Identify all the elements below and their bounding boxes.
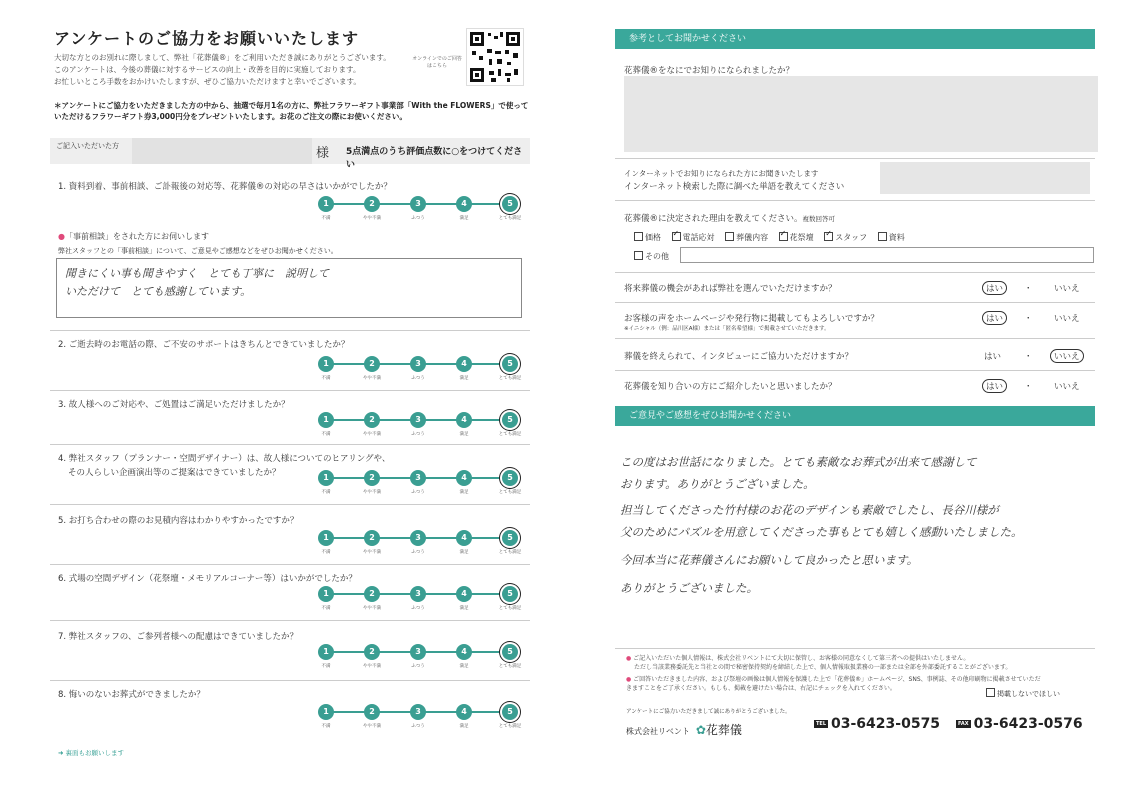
question-8: 8. 悔いのないお葬式ができましたか？ (58, 690, 205, 700)
rating-option-label: 不満 (321, 724, 331, 729)
divider (615, 200, 1095, 201)
separator: ・ (1024, 284, 1033, 294)
how-known-answer-box[interactable] (624, 76, 1098, 152)
rating-option-label: ふつう (411, 550, 425, 555)
divider (50, 504, 530, 505)
checkbox-checked-icon[interactable] (672, 232, 681, 241)
separator: ・ (1024, 314, 1033, 324)
rating-option-label: やや不満 (363, 606, 381, 611)
yn-question-1: 将来葬儀の機会があれば弊社を選んでいただけますか？ (624, 284, 837, 294)
reason-label: 価格 (645, 233, 661, 242)
rating-option-label: とても満足 (498, 490, 522, 495)
no-option[interactable]: いいえ (1054, 314, 1080, 324)
privacy-line (626, 654, 1096, 663)
fax-number: 03-6423-0576 (973, 716, 1083, 732)
rating-option-5[interactable]: 5 (502, 412, 518, 428)
rating-option-label: 不満 (321, 550, 331, 555)
reason-option[interactable] (824, 233, 867, 242)
reason-other[interactable] (634, 251, 669, 262)
divider (50, 680, 530, 681)
yes-option[interactable]: はい (984, 352, 1002, 362)
rating-option-label: ふつう (411, 432, 425, 437)
intro-line: お忙しいところ手数をおかけいたしますが、ぜひご協力いただけますと幸いでございます。 (54, 77, 361, 86)
reason-label: 葬儀内容 (736, 233, 769, 242)
rating-option-2[interactable]: 2 (364, 586, 380, 602)
rating-option-3[interactable]: 3 (410, 530, 426, 546)
reason-options (634, 232, 913, 243)
reason-option[interactable] (634, 233, 661, 242)
question-6: 6. 式場の空間デザイン（花祭壇・メモリアルコーナー等）はいかがでしたか？ (58, 574, 357, 584)
divider (615, 272, 1095, 273)
question-5: 5. お打ち合わせの際のお見積内容はわかりやすかったですか？ (58, 516, 299, 526)
checkbox-checked-icon[interactable] (779, 232, 788, 241)
rating-option-label: やや不満 (363, 664, 381, 669)
question-how-known: 花葬儀®をなにでお知りになられましたか？ (624, 66, 795, 76)
other-reason-field[interactable] (680, 247, 1094, 263)
handwritten-line: いただけて とても感謝しています。 (65, 285, 252, 298)
rating-scale-q3 (318, 412, 522, 442)
no-option[interactable]: いいえ (1054, 382, 1080, 392)
brand-name: 花葬儀 (705, 723, 742, 737)
checkbox-icon[interactable] (634, 232, 643, 241)
rating-option-label: やや不満 (363, 724, 381, 729)
feedback-answer-area[interactable] (620, 430, 1094, 640)
question-4-cont: その人らしい企画演出等のご提案はできていましたか？ (68, 468, 281, 478)
rating-option-5[interactable]: 5 (502, 530, 518, 546)
telephone (814, 716, 940, 732)
rating-option-label: やや不満 (363, 216, 381, 221)
rating-scale-q6 (318, 586, 522, 616)
rating-option-label: とても満足 (498, 216, 522, 221)
question-3: 3. 故人様へのご対応や、ご処置はご満足いただけましたか？ (58, 400, 290, 410)
rating-option-label: 満足 (459, 550, 469, 555)
honorific-label: 様 (316, 146, 330, 161)
rating-option-label: ふつう (411, 664, 425, 669)
rating-option-label: 不満 (321, 216, 331, 221)
rating-option-1[interactable]: 1 (318, 530, 334, 546)
yn-question-2-note: ※イニシャル（例：品川区A様）または「匿名希望様」で掲載させていただきます。 (624, 326, 830, 332)
rating-option-label: 不満 (321, 432, 331, 437)
question-1: 1. 資料到着、事前相談、ご訃報後の対応等、花葬儀®の対応の早さはいかがでしたか？ (58, 182, 392, 192)
fax (956, 716, 1083, 732)
question-internet-1: インターネットでお知りになられた方にお聞きいたします (624, 169, 819, 178)
yn-question-2: お客様の声をホームページや発行物に掲載してもよろしいですか？ (624, 314, 879, 324)
separator: ・ (1024, 382, 1033, 392)
checkbox-icon[interactable] (986, 688, 995, 697)
divider (50, 620, 530, 621)
survey-front-page (0, 0, 570, 800)
rating-scale-q4 (318, 470, 522, 500)
rating-option-1[interactable]: 1 (318, 644, 334, 660)
rating-option-3[interactable]: 3 (410, 644, 426, 660)
rating-option-label: ふつう (411, 606, 425, 611)
bullet-icon: ● (626, 655, 634, 662)
rating-option-2[interactable]: 2 (364, 530, 380, 546)
reason-label: 電話応対 (682, 233, 715, 242)
rating-option-label: 満足 (459, 432, 469, 437)
flower-icon: ✿ (695, 723, 706, 737)
pre-consult-answer-box[interactable] (56, 258, 522, 318)
fax-tag: FAX (958, 721, 969, 727)
checkbox-icon[interactable] (634, 251, 643, 260)
rating-option-3[interactable]: 3 (410, 704, 426, 720)
rating-option-1[interactable]: 1 (318, 412, 334, 428)
respondent-name-label: ご記入いただいた方 (56, 142, 119, 150)
rating-option-3[interactable]: 3 (410, 356, 426, 372)
bullet-icon: ● (626, 676, 634, 683)
reason-label: 資料 (888, 233, 905, 242)
yes-option-selected[interactable]: はい (982, 311, 1007, 325)
divider (50, 444, 530, 445)
checkbox-icon[interactable] (878, 232, 887, 241)
reason-label: スタッフ (835, 233, 868, 242)
question-4: 4. 弊社スタッフ（プランナー・空間デザイナー）は、故人様についてのヒアリングや、 (58, 454, 391, 464)
rating-option-label: やや不満 (363, 432, 381, 437)
rating-option-label: とても満足 (498, 376, 522, 381)
rating-option-3[interactable]: 3 (410, 586, 426, 602)
divider (615, 338, 1095, 339)
rating-option-1[interactable]: 1 (318, 470, 334, 486)
handwritten-line: この度はお世話になりました。とても素敵なお葬式が出来て感謝して (620, 455, 977, 469)
handwritten-line: 担当してくださった竹村様のお花のデザインも素敵でしたし、長谷川様が (620, 503, 999, 517)
rating-option-5[interactable]: 5 (502, 586, 518, 602)
yes-option-selected[interactable]: はい (982, 379, 1007, 393)
no-option-selected[interactable]: いいえ (1050, 349, 1084, 363)
rating-option-4[interactable]: 4 (456, 470, 472, 486)
rating-scale-q7 (318, 644, 522, 674)
rating-option-label: とても満足 (498, 550, 522, 555)
rating-option-label: やや不満 (363, 490, 381, 495)
company-signature (626, 721, 742, 738)
rating-option-4[interactable]: 4 (456, 644, 472, 660)
rating-option-label: ふつう (411, 724, 425, 729)
divider (615, 648, 1095, 649)
divider (615, 158, 1095, 159)
other-label: その他 (645, 252, 669, 261)
page-title: アンケートのご協力をお願いいたします (54, 29, 360, 48)
rating-option-label: 満足 (459, 376, 469, 381)
rating-option-5[interactable]: 5 (502, 644, 518, 660)
rating-option-4[interactable]: 4 (456, 586, 472, 602)
rating-option-4[interactable]: 4 (456, 412, 472, 428)
reason-option[interactable] (672, 233, 715, 242)
divider (50, 330, 530, 331)
question-internet-2: インターネット検索した際に調べた単語を教えてください (624, 182, 845, 192)
handwritten-line: 今回本当に花葬儀さんにお願いして良かったと思います。 (620, 553, 919, 567)
rating-option-label: 満足 (459, 724, 469, 729)
no-publish-option[interactable] (986, 688, 1060, 699)
reason-label: 花祭壇 (789, 233, 814, 242)
rating-scale-q5 (318, 530, 522, 560)
no-option[interactable]: いいえ (1054, 284, 1080, 294)
rating-option-2[interactable]: 2 (364, 470, 380, 486)
rating-option-1[interactable]: 1 (318, 586, 334, 602)
checkbox-checked-icon[interactable] (824, 232, 833, 241)
privacy-line (626, 675, 1046, 693)
reason-option[interactable] (779, 233, 814, 242)
yn-question-3: 葬儀を終えられて、インタビューにご協力いただけますか？ (624, 352, 853, 362)
reason-option[interactable] (878, 233, 905, 242)
checkbox-icon[interactable] (725, 232, 734, 241)
brand-logo (696, 723, 742, 737)
intro-line: 大切な方とのお別れに際しまして、弊社「花葬儀®」をご利用いただき誠にありがとうございます。 (54, 53, 391, 62)
rating-option-3[interactable]: 3 (410, 412, 426, 428)
rating-option-1[interactable]: 1 (318, 356, 334, 372)
company-name: 株式会社リベント (626, 727, 690, 736)
divider (50, 390, 530, 391)
rating-scale-q2 (318, 356, 522, 386)
respondent-name-field[interactable] (132, 138, 312, 164)
rating-option-label: 満足 (459, 216, 469, 221)
rating-option-2[interactable]: 2 (364, 412, 380, 428)
tel-number: 03-6423-0575 (831, 716, 941, 732)
rating-scale-q8 (318, 704, 522, 734)
privacy-text: ご記入いただいた個人情報は、株式会社リベントにて大切に保管し、お客様の同意なくして第三者への提供はいたしません。 (633, 655, 970, 662)
search-keyword-answer-box[interactable] (880, 162, 1090, 194)
divider (615, 370, 1095, 371)
thanks-note: アンケートにご協力いただきまして誠にありがとうございました。 (626, 709, 791, 715)
rating-option-label: 満足 (459, 490, 469, 495)
privacy-text: ご回答いただきました内容、および祭壇の画像は個人情報を保護した上で「花葬儀®」ホームページ、SNS、事例誌、その他印刷物に掲載させていただきますことをご了承ください。もしも、掲載を避けたい場合は、右記にチェックを入れてください。 (626, 676, 1041, 692)
pre-consult-text: 弊社スタッフとの「事前相談」について、ご意見やご感想などをぜひお聞かせください。 (58, 247, 338, 255)
rating-option-label: とても満足 (498, 606, 522, 611)
question-reason-text: 花葬儀®に決定された理由を教えてください。 (624, 214, 803, 224)
rating-option-5[interactable]: 5 (502, 196, 518, 212)
bullet-icon: ● (58, 232, 65, 241)
rating-option-label: やや不満 (363, 376, 381, 381)
question-reason (624, 212, 835, 224)
rating-option-label: ふつう (411, 216, 425, 221)
rating-option-label: やや不満 (363, 550, 381, 555)
rating-option-label: とても満足 (498, 432, 522, 437)
handwritten-line: 父のためにパズルを用意してくださった事もとても嬉しく感動いたしました。 (620, 525, 1023, 539)
rating-option-5[interactable]: 5 (502, 704, 518, 720)
respondent-name-row (50, 138, 530, 170)
rating-option-label: 満足 (459, 606, 469, 611)
qr-code-icon (466, 28, 524, 86)
tel-tag: TEL (816, 721, 827, 727)
rating-option-label: とても満足 (498, 724, 522, 729)
turn-over-note: ➜ 裏面もお願いします (58, 749, 125, 757)
rating-option-3[interactable]: 3 (410, 470, 426, 486)
rating-option-2[interactable]: 2 (364, 196, 380, 212)
rating-option-2[interactable]: 2 (364, 644, 380, 660)
rating-option-5[interactable]: 5 (502, 470, 518, 486)
pre-consult-heading-text: 「事前相談」をされた方にお伺いします (64, 232, 209, 241)
rating-option-label: 不満 (321, 490, 331, 495)
rating-option-3[interactable]: 3 (410, 196, 426, 212)
rating-option-1[interactable]: 1 (318, 196, 334, 212)
rating-option-2[interactable]: 2 (364, 356, 380, 372)
rating-option-label: 不満 (321, 376, 331, 381)
multiple-answer-note: 複数回答可 (802, 215, 836, 223)
separator: ・ (1024, 352, 1033, 362)
reason-option[interactable] (725, 233, 768, 242)
rating-option-label: 満足 (459, 664, 469, 669)
scoring-instruction: 5点満点のうち評価点数に○をつけてください (346, 147, 523, 170)
rating-option-4[interactable]: 4 (456, 530, 472, 546)
intro-text (54, 52, 414, 88)
rating-option-label: ふつう (411, 376, 425, 381)
rating-scale-q1 (318, 196, 522, 226)
handwritten-line: 聞きにくい事も聞きやすく とても丁寧に 説明して (65, 267, 329, 280)
pre-consult-heading (58, 231, 209, 242)
handwritten-line: おります。ありがとうございました。 (620, 477, 815, 491)
divider (615, 302, 1095, 303)
rating-option-label: 不満 (321, 606, 331, 611)
rating-option-label: ふつう (411, 490, 425, 495)
privacy-text: ただし当該業務委託先と当社との間で秘密保持契約を締結した上で、個人情報取扱業務の一部または全部を外部委託することがございます。 (634, 664, 1012, 671)
question-7: 7. 弊社スタッフの、ご参列者様への配慮はできていましたか？ (58, 632, 298, 642)
rating-option-label: 不満 (321, 664, 331, 669)
rating-option-5[interactable]: 5 (502, 356, 518, 372)
intro-line: このアンケートは、今後の葬儀に対するサービスの向上・改善を目的に実施しております。 (54, 65, 361, 74)
rating-option-1[interactable]: 1 (318, 704, 334, 720)
divider (50, 564, 530, 565)
rating-option-4[interactable]: 4 (456, 704, 472, 720)
yn-question-4: 花葬儀を知り合いの方にご紹介したいと思いましたか？ (624, 382, 837, 392)
yes-option-selected[interactable]: はい (982, 281, 1007, 295)
handwritten-line: ありがとうございました。 (620, 581, 758, 595)
section-header-reference: 参考としてお聞かせください (615, 29, 1095, 49)
question-2: 2. ご逝去時のお電話の際、ご不安のサポートはきちんとできていましたか？ (58, 340, 350, 350)
rating-option-label: とても満足 (498, 664, 522, 669)
rating-option-2[interactable]: 2 (364, 704, 380, 720)
gift-campaign-note: ＊アンケートにご協力をいただきました方の中から、抽選で毎月1名の方に、弊社フラワーギフト事業部「With the FLOWERS」で使っていただけるフラワーギフト券3,000円分をプレゼントいたします。お花のご注文の際にお使いください。 (54, 101, 529, 121)
no-publish-label: 掲載しないでほしい (997, 690, 1060, 698)
online-answer-note: オンラインでのご回答はこちら (412, 56, 462, 69)
rating-option-4[interactable]: 4 (456, 356, 472, 372)
rating-option-4[interactable]: 4 (456, 196, 472, 212)
section-header-feedback: ご意見やご感想をぜひお聞かせください (615, 406, 1095, 426)
